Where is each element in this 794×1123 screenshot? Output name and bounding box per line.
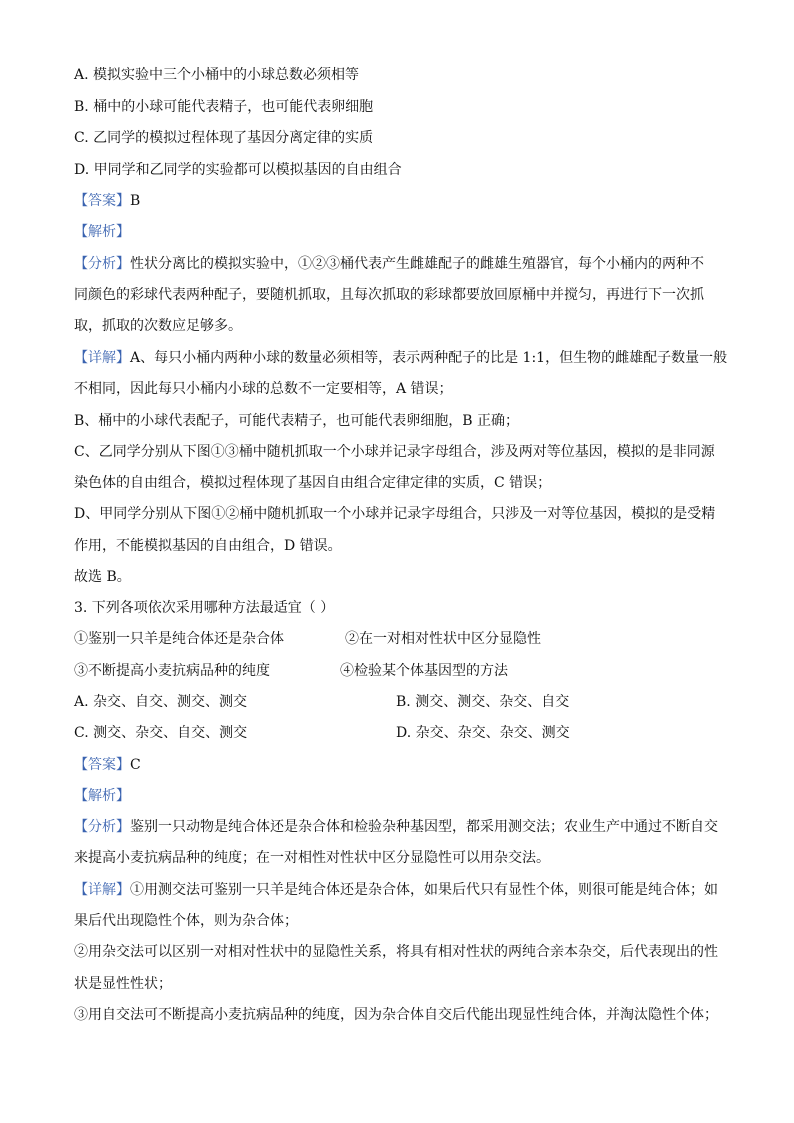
xiangjie-text: ①用测交法可鉴别一只羊是纯合体还是杂合体，如果后代只有显性个体，则很可能是纯合体；如 (130, 882, 718, 898)
q2-fenxi-line-1 (74, 254, 724, 274)
q3-item-3: ③不断提高小麦抗病品种的纯度 (74, 663, 270, 679)
answer-value: B (130, 193, 141, 209)
q3-stem: 3. 下列各项依次采用哪种方法最适宜（ ） (74, 600, 335, 616)
q2-xiangjie-line-2: 不相同，因此每只小桶内小球的总数不一定要相等，A 错误； (74, 381, 453, 397)
q3-items-row-2 (74, 661, 724, 681)
q2-conclusion: 故选 B。 (74, 569, 131, 585)
q2-analysis-heading (74, 222, 724, 242)
q2-fenxi-line-2: 同颜色的彩球代表两种配子，要随机抓取，且每次抓取的彩球都要放回原桶中并搅匀，再进行下一次抓 (74, 287, 704, 303)
fenxi-tag: 【分析】 (74, 256, 130, 272)
q3-option-d: D. 杂交、杂交、杂交、测交 (396, 725, 570, 741)
q3-options-row-2 (74, 723, 724, 743)
q2-xiangjie-line-5: 染色体的自由组合，模拟过程体现了基因自由组合定律定律的实质，C 错误； (74, 475, 552, 491)
q3-fenxi-line-1 (74, 817, 724, 837)
q3-analysis-heading (74, 786, 724, 806)
fenxi-text: 鉴别一只动物是纯合体还是杂合体和检验杂种基因型，都采用测交法；农业生产中通过不断自交 (130, 819, 718, 835)
answer-tag: 【答案】 (74, 193, 130, 209)
q3-fenxi-line-2: 来提高小麦抗病品种的纯度；在一对相性对性状中区分显隐性可以用杂交法。 (74, 850, 550, 866)
q2-option-d: D. 甲同学和乙同学的实验都可以模拟基因的自由组合 (74, 162, 402, 178)
q2-option-b: B. 桶中的小球可能代表精子，也可能代表卵细胞 (74, 99, 374, 115)
q2-xiangjie-line-1 (74, 348, 728, 368)
fenxi-text: 性状分离比的模拟实验中，①②③桶代表产生雌雄配子的雌雄生殖器官，每个小桶内的两种不 (130, 256, 704, 272)
q2-option-c: C. 乙同学的模拟过程体现了基因分离定律的实质 (74, 130, 374, 146)
answer-tag: 【答案】 (74, 757, 130, 773)
q2-answer-line (74, 191, 724, 211)
analysis-tag: 【解析】 (74, 224, 130, 240)
xiangjie-text: A、每只小桶内两种小球的数量必须相等，表示两种配子的比是 1:1，但生物的雌雄配子数量一般 (130, 350, 728, 366)
q3-xiangjie-line-3: ②用杂交法可以区别一对相对性状中的显隐性关系，将具有相对性状的两纯合亲本杂交，后代表现出的性 (74, 944, 718, 960)
q3-xiangjie-line-5: ③用自交法可不断提高小麦抗病品种的纯度，因为杂合体自交后代能出现显性纯合体，并淘汰隐性个体； (74, 1007, 718, 1023)
q2-xiangjie-line-6: D、甲同学分别从下图①②桶中随机抓取一个小球并记录字母组合，只涉及一对等位基因，模拟的是受精 (74, 506, 716, 522)
xiangjie-tag: 【详解】 (74, 882, 130, 898)
q3-xiangjie-line-4: 状是显性性状； (74, 976, 172, 992)
q2-fenxi-line-3: 取，抓取的次数应足够多。 (74, 318, 242, 334)
q2-xiangjie-line-7: 作用，不能模拟基因的自由组合，D 错误。 (74, 538, 342, 554)
q2-xiangjie-line-3: B、桶中的小球代表配子，可能代表精子，也可能代表卵细胞，B 正确； (74, 413, 520, 429)
q3-option-a: A. 杂交、自交、测交、测交 (74, 694, 248, 710)
answer-value: C (130, 757, 141, 773)
q2-xiangjie-line-4: C、乙同学分别从下图①③桶中随机抓取一个小球并记录字母组合，涉及两对等位基因，模拟的是非同源 (74, 444, 715, 460)
q2-option-a: A. 模拟实验中三个小桶中的小球总数必须相等 (74, 67, 360, 83)
q3-options-row-1 (74, 692, 724, 712)
q3-xiangjie-line-2: 果后代出现隐性个体，则为杂合体； (74, 913, 298, 929)
q3-answer-line (74, 755, 724, 775)
fenxi-tag: 【分析】 (74, 819, 130, 835)
q3-xiangjie-line-1 (74, 880, 724, 900)
q3-option-c: C. 测交、杂交、自交、测交 (74, 725, 248, 741)
q3-option-b: B. 测交、测交、杂交、自交 (396, 694, 570, 710)
xiangjie-tag: 【详解】 (74, 350, 130, 366)
analysis-tag: 【解析】 (74, 788, 130, 804)
q3-items-row-1 (74, 629, 724, 649)
q3-item-4: ④检验某个体基因型的方法 (340, 663, 508, 679)
q3-item-2: ②在一对相对性状中区分显隐性 (345, 631, 541, 647)
q3-item-1: ①鉴别一只羊是纯合体还是杂合体 (74, 631, 284, 647)
